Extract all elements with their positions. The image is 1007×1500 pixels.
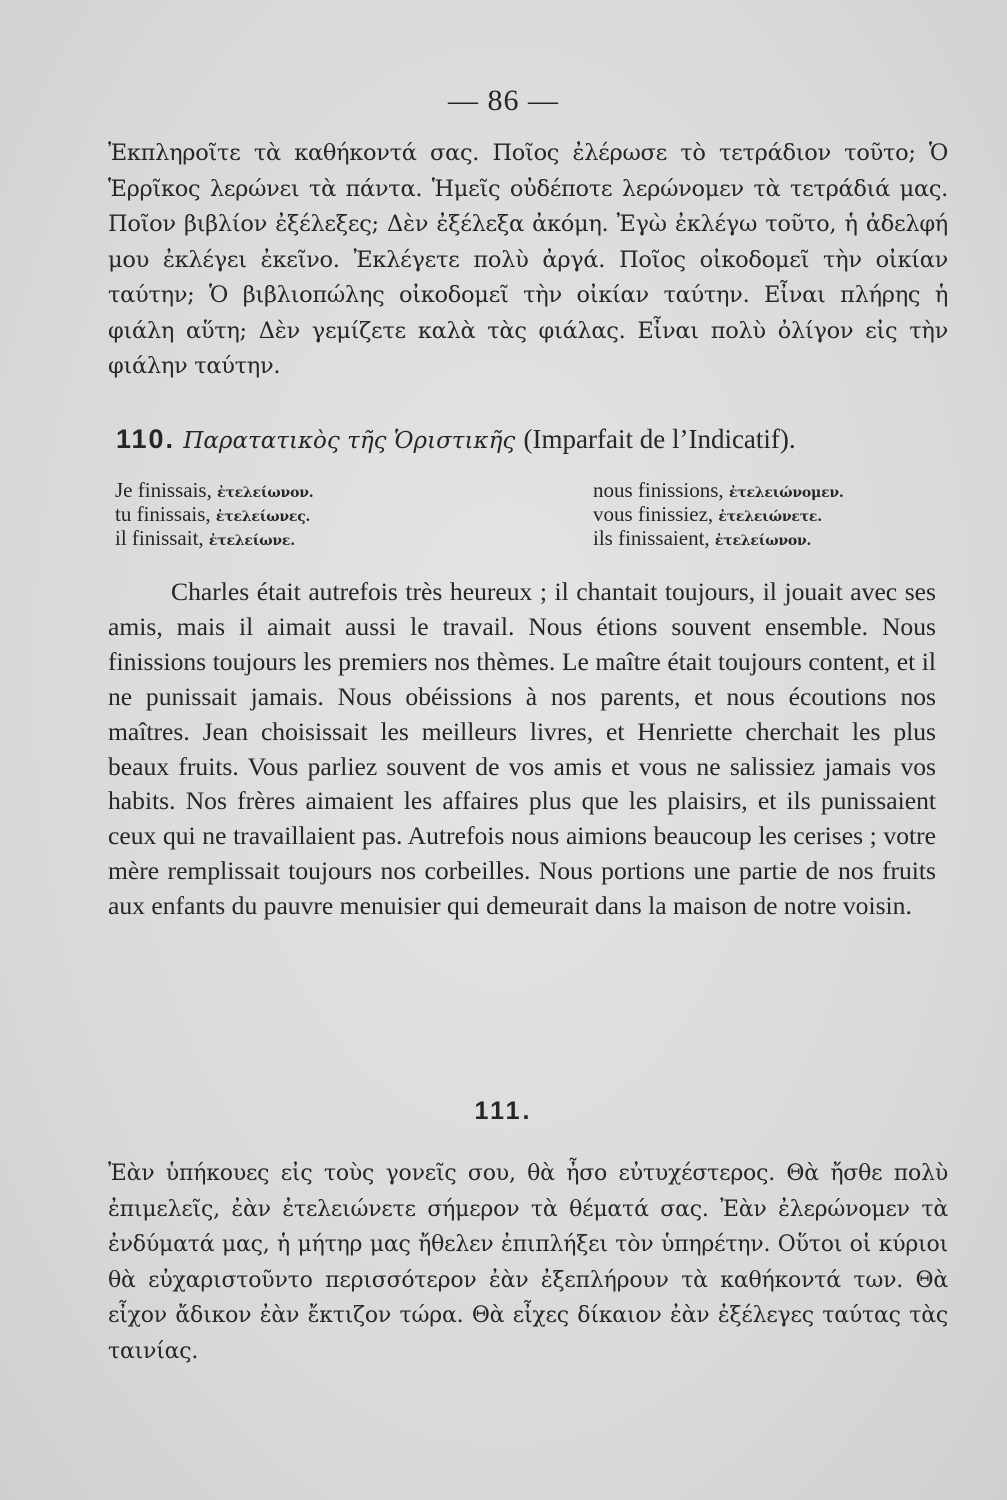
section-111-heading: 111. xyxy=(474,1097,533,1125)
conjugation-table xyxy=(115,480,955,552)
conjugation-entry: vous finissiez, ἐτελειώνετε. xyxy=(593,502,822,526)
conjugation-entry: Je finissais, ἐτελείωνον. xyxy=(115,478,314,502)
section-number: 110. xyxy=(116,424,176,454)
page-number: — 86 — xyxy=(448,84,559,117)
conjugation-entry: il finissait, ἐτελείωνε. xyxy=(115,526,295,550)
greek-translation-paragraph: Ἐὰν ὑπήκουες εἰς τοὺς γονεῖς σου, θὰ ἦσο εὐτυχέστερος. Θὰ ἤσθε πολὺ ἐπιμελεῖς, ἐὰν ἐτελειώνετε σήμερον τὰ θέματά σας. Ἐὰν ἐλερώνομεν τὰ ἐνδύματά μας, ἡ μήτηρ μας ἤθελεν ἐπιπλήξει τὸν ὑπηρέτην. Οὕτοι οἱ κύριοι θὰ εὐχαριστοῦντο περισσότερον ἐὰν ἐξεπλήρουν τὰ καθήκοντά των. Θὰ εἶχον ἄδικον ἐὰν ἔκτιζον τώρα. Θὰ εἶχες δίκαιον ἐὰν ἐξέλεγες ταύτας τὰς ταινίας. xyxy=(108,1161,948,1364)
conjugation-entry: ils finissaient, ἐτελείωνον. xyxy=(593,526,812,550)
greek-exercise-paragraph: Ἐκπληροῖτε τὰ καθήκοντά σας. Ποῖος ἐλέρωσε τὸ τετράδιον τοῦτο; Ὁ Ἑρρῖκος λερώνει τὰ πάντα. Ἡμεῖς οὐδέποτε λερώνομεν τὰ τετράδιά μας. Ποῖον βιβλίον ἐξέλεξες; Δὲν ἐξέλεξα ἀκόμη. Ἐγὼ ἐκλέγω τοῦτο, ἡ ἀδελφή μου ἐκλέγει ἐκεῖνο. Ἐκλέγετε πολὺ ἀργά. Ποῖος οἰκοδομεῖ τὴν οἰκίαν ταύτην; Ὁ βιβλιοπώλης οἰκοδομεῖ τὴν οἰκίαν ταύτην. Εἶναι πλήρης ἡ φιάλη αὕτη; Δὲν γεμίζετε καλὰ τὰς φιάλας. Εἶναι πολὺ ὀλίγον εἰς τὴν φιάλην ταύτην. xyxy=(108,140,948,379)
section-greek-title: Παρατατικὸς τῆς Ὁριστικῆς xyxy=(183,428,516,454)
section-french-title: (Imparfait de l’Indicatif). xyxy=(523,424,796,454)
french-exercise-paragraph: Charles était autrefois très heureux ; il chantait toujours, il jouait avec ses amis, mais il aimait aussi le travail. Nous étions souvent ensemble. Nous finissions toujours les premiers nos thèmes. Le maître était toujours content, et il ne punissait jamais. Nous obéissions à nos parents, et nous écoutions nos maîtres. Jean choisissait les meilleurs livres, et Henriette cherchait les plus beaux fruits. Vous parliez souvent de vos amis et vous ne salissiez jamais vos habits. Nos frères aimaient les affaires plus que les plaisirs, et ils punissaient ceux qui ne travaillaient pas. Autrefois nous aimions beaucoup les cerises ; votre mère remplissait toujours nos corbeilles. Nous portions une partie de nos fruits aux enfants du pauvre menuisier qui demeurait dans la maison de notre voisin. xyxy=(108,577,936,921)
conjugation-entry: nous finissions, ἐτελειώνομεν. xyxy=(593,478,844,502)
section-110-heading xyxy=(116,424,976,455)
conjugation-entry: tu finissais, ἐτελείωνες. xyxy=(115,502,311,526)
